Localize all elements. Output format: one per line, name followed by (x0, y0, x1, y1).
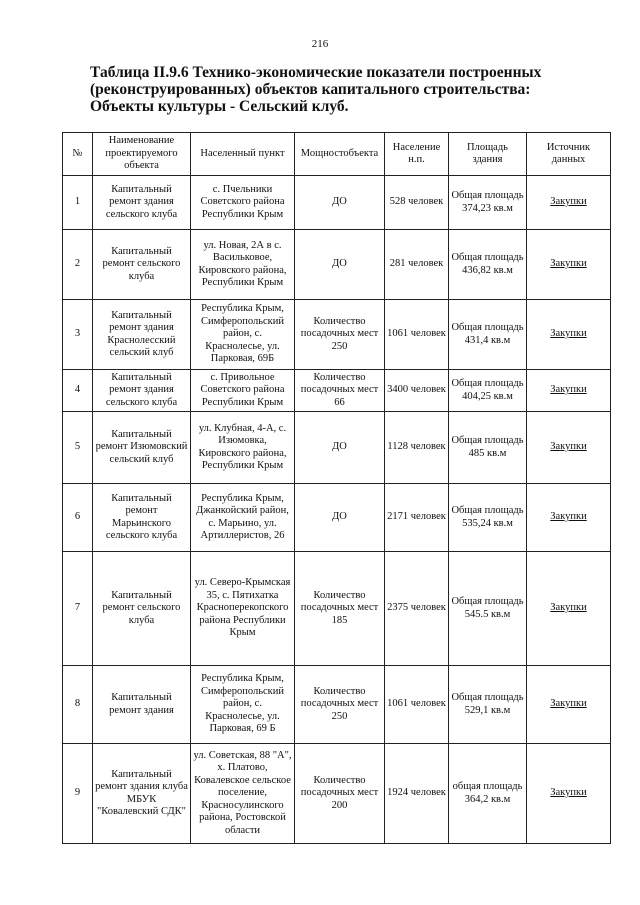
cell-population: 528 человек (385, 176, 449, 230)
header-locality: Населенный пункт (191, 133, 295, 176)
header-source: Источник данных (527, 133, 611, 176)
cell-num: 9 (63, 744, 93, 844)
cell-capacity: Количество посадочных мест 200 (295, 744, 385, 844)
header-capacity: Мощностобъекта (295, 133, 385, 176)
data-table (62, 132, 611, 844)
cell-name: Капитальный ремонт сельского клуба (93, 552, 191, 666)
cell-area: Общая площадь 436,82 кв.м (449, 230, 527, 300)
cell-area: общая площадь 364,2 кв.м (449, 744, 527, 844)
cell-locality: ул. Северо-Крымская 35, с. Пятихатка Красноперекопского района Республики Крым (191, 552, 295, 666)
cell-population: 281 человек (385, 230, 449, 300)
cell-population: 1061 человек (385, 300, 449, 370)
cell-locality: с. Привольное Советского района Республики Крым (191, 370, 295, 412)
cell-population: 2171 человек (385, 484, 449, 552)
source-link[interactable]: Закупки (550, 787, 587, 799)
source-link[interactable]: Закупки (550, 441, 587, 453)
page-number: 216 (311, 38, 329, 50)
cell-locality: Республика Крым, Симферопольский район, с. Краснолесье, ул. Парковая, 69 Б (191, 666, 295, 744)
cell-source (527, 484, 611, 552)
source-link[interactable]: Закупки (550, 196, 587, 208)
table-row (63, 552, 611, 666)
cell-population: 1924 человек (385, 744, 449, 844)
cell-locality: с. Пчельники Советского района Республики Крым (191, 176, 295, 230)
cell-area: Общая площадь 374,23 кв.м (449, 176, 527, 230)
source-link[interactable]: Закупки (550, 602, 587, 614)
cell-source (527, 370, 611, 412)
cell-locality: ул. Клубная, 4-А, с. Изюмовка, Кировского района, Республики Крым (191, 412, 295, 484)
cell-name: Капитальный ремонт здания Краснолесский сельский клуб (93, 300, 191, 370)
cell-source (527, 230, 611, 300)
table-row (63, 666, 611, 744)
source-link[interactable]: Закупки (550, 511, 587, 523)
cell-locality: ул. Советская, 88 "А", х. Платово, Ковалевское сельское поселение, Красносулинского района, Ростовской области (191, 744, 295, 844)
cell-num: 7 (63, 552, 93, 666)
cell-capacity: ДО (295, 412, 385, 484)
cell-name: Капитальный ремонт Марьинского сельского клуба (93, 484, 191, 552)
cell-source (527, 552, 611, 666)
table-row (63, 744, 611, 844)
table-row (63, 484, 611, 552)
cell-area: Общая площадь 485 кв.м (449, 412, 527, 484)
table-row (63, 370, 611, 412)
cell-capacity: ДО (295, 176, 385, 230)
cell-population: 1128 человек (385, 412, 449, 484)
cell-capacity: Количество посадочных мест 185 (295, 552, 385, 666)
cell-population: 1061 человек (385, 666, 449, 744)
cell-locality: ул. Новая, 2А в с. Васильковое, Кировского района, Республики Крым (191, 230, 295, 300)
cell-name: Капитальный ремонт Изюмовский сельский клуб (93, 412, 191, 484)
cell-locality: Республика Крым, Симферопольский район, с. Краснолесье, ул. Парковая, 69Б (191, 300, 295, 370)
table-row (63, 176, 611, 230)
cell-num: 8 (63, 666, 93, 744)
cell-capacity: Количество посадочных мест 250 (295, 666, 385, 744)
cell-num: 4 (63, 370, 93, 412)
cell-num: 2 (63, 230, 93, 300)
header-population: Население н.п. (385, 133, 449, 176)
cell-population: 2375 человек (385, 552, 449, 666)
cell-name: Капитальный ремонт здания сельского клуба (93, 370, 191, 412)
table-row (63, 412, 611, 484)
table-title: Таблица II.9.6 Технико-экономические показатели построенных (реконструированных) объектов капитального строительства: Объекты культуры - Сельский клуб. (90, 64, 542, 115)
source-link[interactable]: Закупки (550, 384, 587, 396)
cell-area: Общая площадь 545.5 кв.м (449, 552, 527, 666)
cell-capacity: Количество посадочных мест 66 (295, 370, 385, 412)
header-name: Наименование проектируемого объекта (93, 133, 191, 176)
cell-num: 6 (63, 484, 93, 552)
source-link[interactable]: Закупки (550, 328, 587, 340)
cell-area: Общая площадь 529,1 кв.м (449, 666, 527, 744)
cell-population: 3400 человек (385, 370, 449, 412)
cell-name: Капитальный ремонт здания клуба МБУК "Ковалевский СДК" (93, 744, 191, 844)
header-num: № (63, 133, 93, 176)
header-area: Площадь здания (449, 133, 527, 176)
cell-capacity: ДО (295, 230, 385, 300)
cell-source (527, 666, 611, 744)
cell-num: 3 (63, 300, 93, 370)
source-link[interactable]: Закупки (550, 698, 587, 710)
cell-source (527, 744, 611, 844)
cell-name: Капитальный ремонт здания сельского клуба (93, 176, 191, 230)
cell-area: Общая площадь 431,4 кв.м (449, 300, 527, 370)
cell-name: Капитальный ремонт здания (93, 666, 191, 744)
cell-locality: Республика Крым, Джанкойский район, с. Марьино, ул. Артиллеристов, 26 (191, 484, 295, 552)
cell-area: Общая площадь 535,24 кв.м (449, 484, 527, 552)
cell-area: Общая площадь 404,25 кв.м (449, 370, 527, 412)
cell-capacity: Количество посадочных мест 250 (295, 300, 385, 370)
cell-source (527, 300, 611, 370)
cell-source (527, 176, 611, 230)
source-link[interactable]: Закупки (550, 258, 587, 270)
cell-capacity: ДО (295, 484, 385, 552)
cell-num: 5 (63, 412, 93, 484)
table-row (63, 230, 611, 300)
cell-num: 1 (63, 176, 93, 230)
header-row (63, 133, 611, 176)
cell-source (527, 412, 611, 484)
cell-name: Капитальный ремонт сельского клуба (93, 230, 191, 300)
table-row (63, 300, 611, 370)
